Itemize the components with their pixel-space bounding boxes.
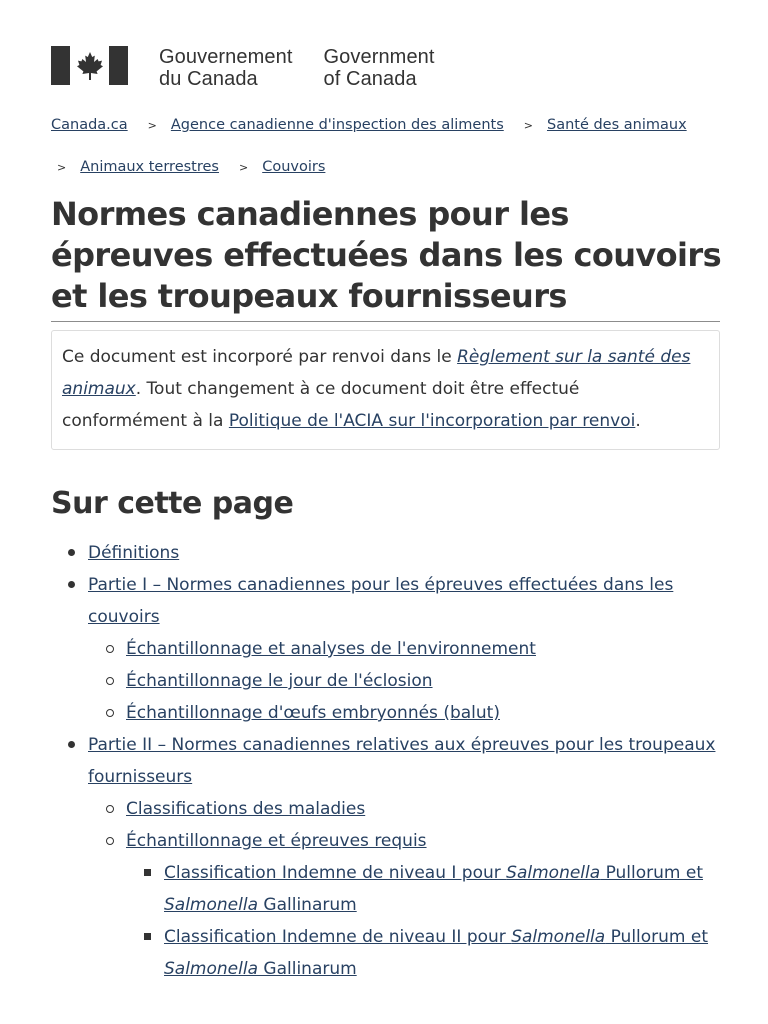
link-text-italic: Salmonella <box>506 863 601 883</box>
toc-item <box>51 633 731 665</box>
notice-text-after: . <box>635 411 641 431</box>
gov-name-french <box>159 46 293 90</box>
toc-item <box>51 793 731 825</box>
bullet-disc-icon <box>68 741 75 748</box>
toc-heading: Sur cette page <box>51 486 294 521</box>
gov-en-line1: Government <box>323 46 435 68</box>
breadcrumb-separator: > <box>238 160 249 174</box>
incorporation-notice <box>51 330 720 450</box>
toc-link-balut[interactable]: Échantillonnage d'œufs embryonnés (balut) <box>126 703 500 723</box>
breadcrumb-separator: > <box>147 118 157 132</box>
notice-text-before: Ce document est incorporé par renvoi dans le <box>62 347 458 367</box>
toc-link-partie-1[interactable]: Partie I – Normes canadiennes pour les épreuves effectuées dans les couvoirs <box>88 575 674 627</box>
link-text-italic: Salmonella <box>164 959 258 979</box>
toc-item <box>51 857 731 921</box>
breadcrumb-link-acia[interactable]: Agence canadienne d'inspection des aliments <box>170 117 504 133</box>
toc-link-eclosion[interactable]: Échantillonnage le jour de l'éclosion <box>126 671 433 691</box>
toc-link-classifications[interactable]: Classifications des maladies <box>126 799 366 819</box>
bullet-circle-icon <box>106 677 114 685</box>
reglement-link[interactable]: Règlement sur la santé des animaux <box>62 347 691 399</box>
bullet-circle-icon <box>106 709 114 717</box>
gov-en-line2: of Canada <box>323 68 417 90</box>
link-text: Pullorum et <box>600 863 704 883</box>
toc-item <box>51 537 731 569</box>
link-text-italic: Salmonella <box>164 895 258 915</box>
government-signature[interactable] <box>51 46 435 90</box>
bullet-square-icon <box>144 869 151 876</box>
bullet-circle-icon <box>106 837 114 845</box>
toc-item <box>51 729 731 793</box>
link-text: Gallinarum <box>258 895 357 915</box>
bullet-disc-icon <box>68 549 75 556</box>
breadcrumb-separator: > <box>523 118 533 132</box>
toc-link-niveau-2[interactable] <box>164 927 708 979</box>
bullet-square-icon <box>144 933 151 940</box>
gov-fr-line1: Gouvernement <box>159 46 293 68</box>
toc-link-echantillonnage-epreuves[interactable]: Échantillonnage et épreuves requis <box>126 831 427 851</box>
toc-item <box>51 921 731 985</box>
toc-link-niveau-1[interactable] <box>164 863 703 915</box>
link-text-italic: Salmonella <box>511 927 606 947</box>
toc-link-definitions[interactable]: Définitions <box>88 543 180 563</box>
table-of-contents <box>51 537 731 985</box>
bullet-circle-icon <box>106 645 114 653</box>
toc-link-partie-2[interactable]: Partie II – Normes canadiennes relatives aux épreuves pour les troupeaux fournisseurs <box>88 735 716 787</box>
gov-name-english <box>324 46 435 90</box>
toc-item <box>51 697 731 729</box>
politique-link[interactable]: Politique de l'ACIA sur l'incorporation par renvoi <box>228 411 636 431</box>
link-text: Classification Indemne de niveau II pour <box>164 927 512 947</box>
toc-link-environnement[interactable]: Échantillonnage et analyses de l'environnement <box>126 639 536 659</box>
bullet-circle-icon <box>106 805 114 813</box>
toc-item <box>51 569 731 633</box>
breadcrumb <box>51 112 731 180</box>
breadcrumb-link-sante-animaux[interactable]: Santé des animaux <box>546 117 687 133</box>
gov-fr-line2: du Canada <box>159 68 258 90</box>
breadcrumb-separator: > <box>57 160 67 174</box>
page-title: Normes canadiennes pour les épreuves effectuées dans les couvoirs et les troupeaux fournisseurs <box>51 195 722 315</box>
toc-item <box>51 825 731 857</box>
toc-item <box>51 665 731 697</box>
breadcrumb-link-canada[interactable]: Canada.ca <box>51 117 128 133</box>
breadcrumb-link-animaux-terrestres[interactable]: Animaux terrestres <box>80 159 219 175</box>
link-text: Pullorum et <box>605 927 709 947</box>
breadcrumb-link-couvoirs[interactable]: Couvoirs <box>262 159 326 175</box>
link-text: Gallinarum <box>258 959 357 979</box>
bullet-disc-icon <box>68 581 75 588</box>
notice-text-middle: . Tout changement à ce document doit être effectué conformément à la <box>62 379 580 431</box>
link-text: Classification Indemne de niveau I pour <box>164 863 507 883</box>
title-divider <box>51 321 720 322</box>
canada-flag-icon <box>51 46 128 85</box>
